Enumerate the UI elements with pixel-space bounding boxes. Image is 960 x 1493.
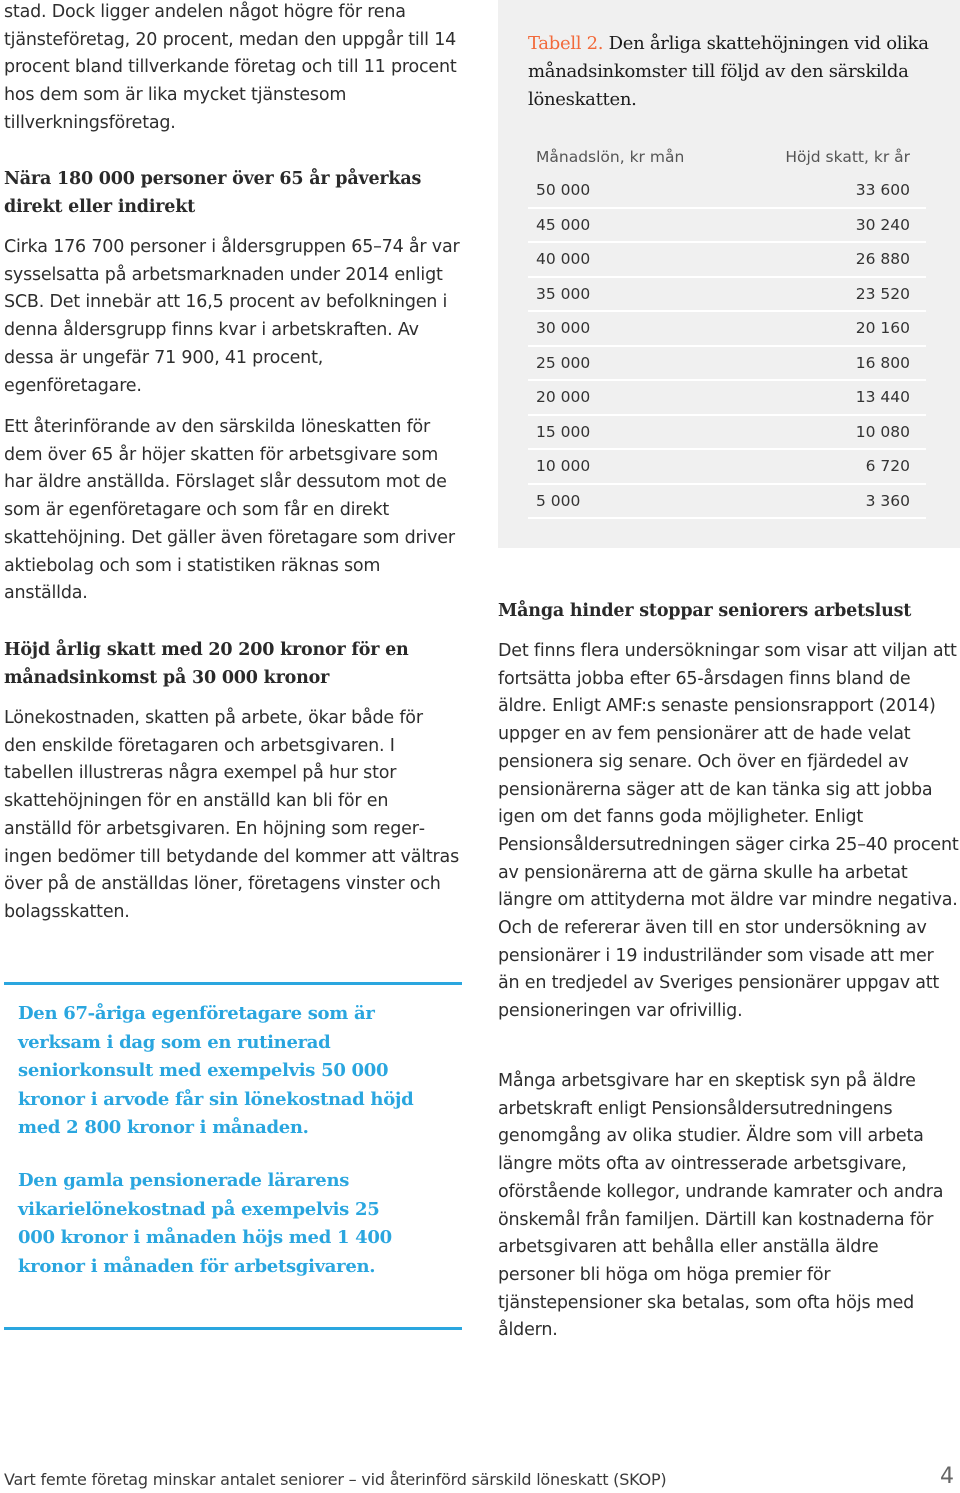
table-label: Tabell 2. [528,33,604,54]
table-title: Den årliga skattehöjningen vid olika månadsinkomster till följd av den särskilda löneskatten. [528,33,929,110]
cell-salary: 25 000 [536,353,591,372]
table-row [528,278,926,313]
quote-consultant: Den 67-åriga egenföretagare som är verksam i dag som en rutinerad seniorkonsult med exempelvis 50 000 kronor i arvode får sin lönekostnad höjd med 2 800 kronor i månaden. [18,1003,414,1138]
cell-tax: 30 240 [855,215,910,234]
tax-table-panel [498,0,960,548]
column-header-tax: Höjd skatt, kr år [785,148,910,166]
quote-teacher: Den gamla pensionerade lärarens vikarielönekostnad på exempelvis 25 000 kronor i månaden höjs med 1 400 kronor i månaden för arbetsgivaren. [18,1170,392,1277]
cell-salary: 40 000 [536,250,591,269]
table-row [528,312,926,347]
table-header [528,140,926,174]
section-heading-obstacles: Många hinder stoppar seniorers arbetslust [498,601,912,621]
cell-tax: 20 160 [855,319,910,338]
cell-tax: 23 520 [855,284,910,303]
table-row [528,209,926,244]
table-row [528,347,926,382]
footer-text: Vart femte företag minskar antalet seniorer – vid återinförd särskild löneskatt (SKOP) [4,1470,667,1489]
paragraph-employers: Många arbetsgivare har en skeptisk syn på äldre arbetskraft enligt Pensionsåldersutredningens genomgång av olika studier. Äldre som vill arbeta längre möts ofta av ointresserade arbetsgivare, oförstående kollegor, undrande kamrater och andra önskemål från familjen. Därtill kan kostnaderna för arbetsgivaren att behålla eller anställa äldre personer bli höga om höga premier för tjänstepensioner ska betalas, som ofta höjs med åldern. [498,1071,944,1341]
section-heading-annual-tax: Höjd årlig skatt med 20 200 kronor för en månadsinkomst på 30 000 kronor [4,640,409,688]
table-row [528,381,926,416]
paragraph-tax-reintroduction: Ett återinförande av den särskilda löneskatten för dem över 65 år höjer skatten för arbetsgivare som har äldre anställda. Förslaget slår dessutom mot de som är egenföretagare och som får en direkt skattehöjning. Det gäller även företagare som driver aktiebolag och som i statistiken räknas som anställda. [4,417,455,604]
cell-salary: 30 000 [536,319,591,338]
cell-salary: 50 000 [536,181,591,200]
page-number: 4 [940,1464,954,1489]
cell-salary: 15 000 [536,422,591,441]
cell-salary: 20 000 [536,388,591,407]
table-row [528,243,926,278]
cell-tax: 6 720 [865,457,910,476]
paragraph-surveys: Det finns flera undersökningar som visar att viljan att fortsätta jobba efter 65-årsdagen finns bland de äldre. Enligt AMF:s senaste pensionsrapport (2014) uppger en av fem pensionärer att de hade velat pensionera sig senare. Och över en fjärdedel av pensionärerna säger att de kan tänka sig att jobba igen om det fanns goda möjligheter. Enligt Pensionsåldersutredningen säger cirka 25–40 procent av pensionärerna att de gärna skulle ha arbetat längre om attityderna mot äldre var mindre negativa. Och de refererar även till en stor undersökning av pensionärer i 19 industriländer som visade att mer än en tredjedel av Sveriges pensionärer uppgav att pensioneringen var ofrivillig. [498,641,959,1022]
cell-tax: 33 600 [855,181,910,200]
section-heading-180000: Nära 180 000 personer över 65 år påverkas direkt eller indirekt [4,169,422,217]
table-row [528,485,926,520]
cell-tax: 16 800 [855,353,910,372]
cell-salary: 45 000 [536,215,591,234]
tax-table [528,140,926,519]
cell-salary: 10 000 [536,457,591,476]
cell-tax: 13 440 [855,388,910,407]
table-row [528,416,926,451]
column-header-salary: Månadslön, kr mån [536,148,685,166]
cell-salary: 5 000 [536,491,581,510]
paragraph-wage-cost: Lönekostnaden, skatten på arbete, ökar både för den enskilde företagaren och arbetsgivaren. I tabellen illustreras några exempel på hur stor skattehöjningen för en anställd kan bli för en anställd för arbetsgivaren. En höjning som regeringen bedömer till betydande del kommer att vältras över på de anställdas löner, företagens vinster och bolagsskatten. [4,708,459,922]
cell-tax: 26 880 [855,250,910,269]
cell-salary: 35 000 [536,284,591,303]
cell-tax: 3 360 [865,491,910,510]
cell-tax: 10 080 [855,422,910,441]
table-caption [528,30,948,114]
table-row [528,450,926,485]
table-row [528,174,926,209]
paragraph-employment: Cirka 176 700 personer i åldersgruppen 65–74 år var sysselsatta på arbetsmarknaden under 2014 enligt SCB. Det innebär att 16,5 procent av befolkningen i denna åldersgrupp finns kvar i arbetskraften. Av dessa är ungefär 71 900, 41 procent, egenföretagare. [4,237,460,396]
table-body [528,174,926,519]
intro-paragraph: stad. Dock ligger andelen något högre för rena tjänsteföretag, 20 procent, medan den uppgår till 14 procent bland tillverkande företag och till 11 procent hos dem som är lika mycket tjänstesom tillverkningsföretag. [4,2,457,133]
highlight-quote-box [4,982,462,1330]
